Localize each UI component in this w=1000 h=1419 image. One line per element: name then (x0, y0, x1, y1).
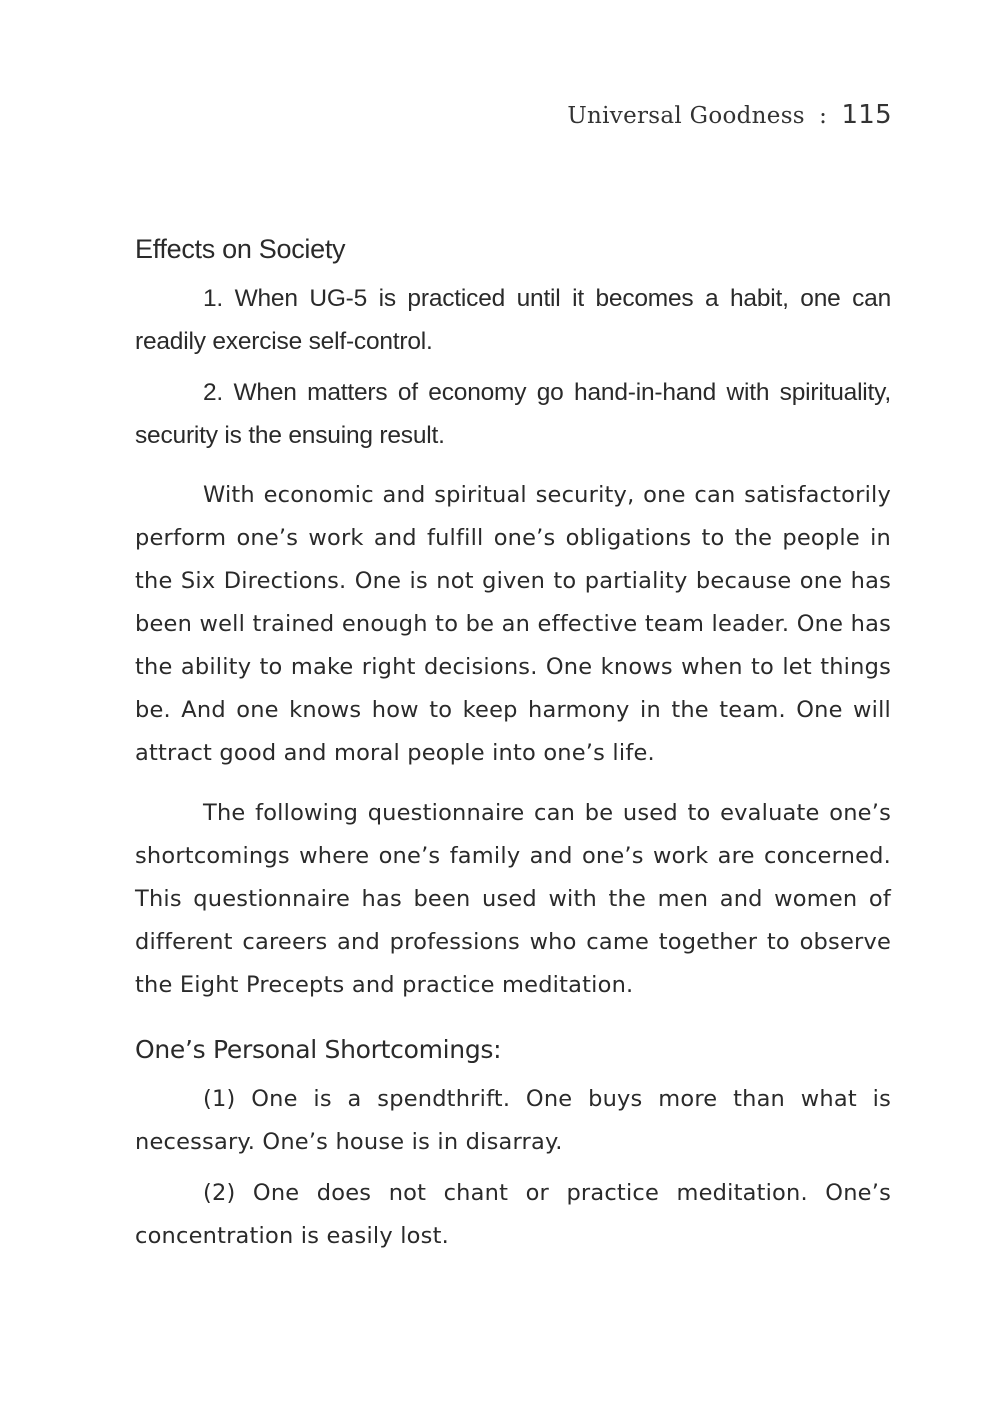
numbered-item-2: 2. When matters of economy go hand-in-hand with spirituality, security is the ensuing result. (135, 379, 891, 449)
body-paragraph-questionnaire: The following questionnaire can be used to evaluate one’s shortcomings where one’s family and one’s work are concerned. This questionnaire has been used with the men and women of different careers and professions who came together to observe the Eight Precepts and practice meditation. (135, 800, 891, 998)
page-number: 115 (841, 100, 892, 130)
body-paragraph-security: With economic and spiritual security, one can satisfactorily perform one’s work and fulfill one’s obligations to the people in the Six Directions. One is not given to partiality because one has been well trained enough to be an effective team leader. One has the ability to make right decisions. One knows when to let things be. And one knows how to keep harmony in the team. One will attract good and moral people into one’s life. (135, 482, 891, 766)
section-heading-personal-shortcomings: One’s Personal Shortcomings: (135, 1035, 502, 1064)
section-heading-effects-on-society: Effects on Society (135, 234, 346, 264)
running-header (567, 100, 892, 130)
page-body (135, 234, 891, 1258)
shortcoming-item-1: (1) One is a spendthrift. One buys more than what is necessary. One’s house is in disarray. (135, 1086, 891, 1155)
running-header-separator: : (819, 103, 828, 129)
running-header-title: Universal Goodness (567, 103, 805, 129)
shortcoming-item-2: (2) One does not chant or practice meditation. One’s concentration is easily lost. (135, 1180, 891, 1249)
numbered-item-1: 1. When UG-5 is practiced until it becomes a habit, one can readily exercise self-control. (135, 285, 891, 355)
